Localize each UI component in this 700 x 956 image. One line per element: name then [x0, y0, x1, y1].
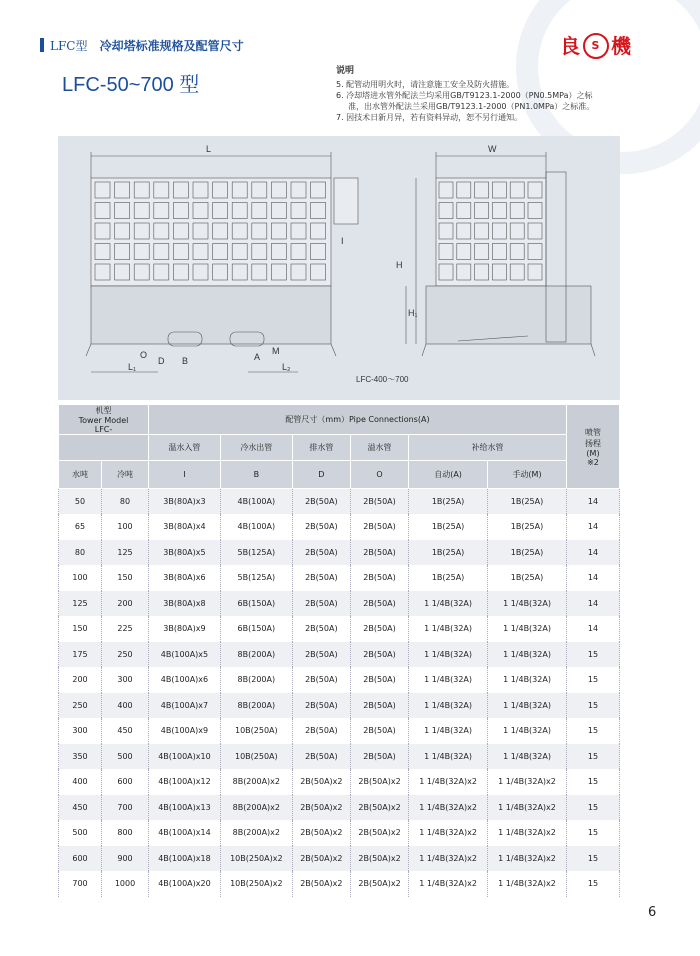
col-header-drain: 排水管: [292, 435, 350, 461]
note-item: 准，出水管外配法兰采用GB/T9123.1-2000（PN1.0MPa）之标准。: [348, 102, 595, 111]
dim-label-D: D: [158, 356, 165, 366]
table-cell: 8B(200A)x2: [220, 820, 292, 846]
table-cell: 800: [102, 820, 149, 846]
table-cell: 2B(50A): [292, 667, 350, 693]
table-cell: 2B(50A)x2: [292, 769, 350, 795]
brand-logo: [560, 30, 632, 61]
table-cell: 10B(250A)x2: [220, 871, 292, 897]
brand-name-right: 機: [611, 34, 632, 58]
col-header-makeup: 补给水管: [409, 435, 567, 461]
table-cell: 100: [59, 565, 102, 591]
table-cell: 1 1/4B(32A)x2: [488, 871, 567, 897]
dim-label-H1: H₁: [408, 308, 418, 318]
table-row: [59, 693, 620, 719]
table-cell: 2B(50A): [350, 565, 408, 591]
table-cell: 2B(50A)x2: [350, 820, 408, 846]
table-cell: 2B(50A): [292, 744, 350, 770]
table-cell: 1 1/4B(32A): [409, 667, 488, 693]
table-cell: 80: [102, 489, 149, 515]
table-cell: 3B(80A)x8: [149, 591, 221, 617]
table-row: [59, 820, 620, 846]
table-cell: 2B(50A)x2: [292, 795, 350, 821]
table-cell: 80: [59, 540, 102, 566]
table-cell: 4B(100A): [220, 514, 292, 540]
table-cell: 1B(25A): [488, 565, 567, 591]
table-cell: 700: [102, 795, 149, 821]
table-cell: 1000: [102, 871, 149, 897]
table-cell: 3B(80A)x6: [149, 565, 221, 591]
table-cell: 1 1/4B(32A): [488, 642, 567, 668]
table-cell: 1 1/4B(32A): [488, 591, 567, 617]
table-cell: 4B(100A)x9: [149, 718, 221, 744]
col-header-cool-tons: 冷吨: [102, 461, 149, 489]
spec-table: [58, 404, 620, 897]
dim-label-W: W: [488, 144, 497, 154]
table-cell: 15: [567, 693, 620, 719]
table-cell: 10B(250A): [220, 718, 292, 744]
table-cell: 4B(100A)x20: [149, 871, 221, 897]
table-cell: 2B(50A): [350, 591, 408, 617]
table-cell: 2B(50A): [292, 693, 350, 719]
table-cell: 1 1/4B(32A)x2: [409, 846, 488, 872]
table-cell: 500: [59, 820, 102, 846]
dim-label-L: L: [206, 144, 212, 154]
table-row: [59, 642, 620, 668]
table-cell: 1B(25A): [409, 514, 488, 540]
table-cell: 1B(25A): [488, 514, 567, 540]
table-cell: 4B(100A)x5: [149, 642, 221, 668]
table-cell: 400: [59, 769, 102, 795]
table-cell: 15: [567, 718, 620, 744]
table-cell: 3B(80A)x4: [149, 514, 221, 540]
table-cell: 1 1/4B(32A): [488, 616, 567, 642]
table-cell: 2B(50A)x2: [292, 871, 350, 897]
table-cell: 8B(200A)x2: [220, 769, 292, 795]
table-cell: 2B(50A): [350, 616, 408, 642]
dim-label-M: M: [272, 346, 280, 356]
table-cell: 300: [59, 718, 102, 744]
table-cell: 14: [567, 514, 620, 540]
table-cell: 100: [102, 514, 149, 540]
section-header: [50, 37, 244, 54]
col-header-water-tons: 水吨: [59, 461, 102, 489]
table-cell: 2B(50A)x2: [350, 871, 408, 897]
table-cell: 2B(50A): [292, 718, 350, 744]
table-cell: 15: [567, 795, 620, 821]
table-cell: 1 1/4B(32A)x2: [488, 820, 567, 846]
table-row: [59, 667, 620, 693]
col-header-code-D: D: [292, 461, 350, 489]
table-cell: 3B(80A)x9: [149, 616, 221, 642]
table-cell: 1 1/4B(32A)x2: [409, 769, 488, 795]
table-cell: 600: [102, 769, 149, 795]
table-cell: 1 1/4B(32A): [488, 667, 567, 693]
table-row: [59, 565, 620, 591]
table-cell: 10B(250A)x2: [220, 846, 292, 872]
table-cell: 1B(25A): [488, 540, 567, 566]
notes-block: [336, 66, 666, 123]
brand-emblem-icon: S: [583, 33, 609, 59]
table-cell: 10B(250A): [220, 744, 292, 770]
table-cell: 1 1/4B(32A): [488, 718, 567, 744]
table-cell: 2B(50A)x2: [350, 769, 408, 795]
table-cell: 8B(200A): [220, 667, 292, 693]
table-cell: 65: [59, 514, 102, 540]
table-cell: 1B(25A): [409, 565, 488, 591]
table-cell: 2B(50A): [292, 489, 350, 515]
header-accent-bar: [40, 38, 44, 52]
table-cell: 4B(100A)x14: [149, 820, 221, 846]
table-cell: 200: [102, 591, 149, 617]
table-cell: 5B(125A): [220, 565, 292, 591]
table-cell: 15: [567, 820, 620, 846]
header-model-type: LFC型: [50, 39, 88, 53]
table-cell: 4B(100A)x18: [149, 846, 221, 872]
table-cell: 1 1/4B(32A)x2: [488, 795, 567, 821]
col-header-model: 机型 Tower Model LFC-: [59, 405, 149, 435]
table-cell: 200: [59, 667, 102, 693]
col-header-inlet: 温水入管: [149, 435, 221, 461]
table-cell: 2B(50A): [350, 718, 408, 744]
table-cell: 4B(100A)x7: [149, 693, 221, 719]
table-cell: 1 1/4B(32A): [488, 744, 567, 770]
col-header-code-B: B: [220, 461, 292, 489]
table-cell: 2B(50A): [292, 591, 350, 617]
dim-label-L2: L₂: [282, 362, 291, 372]
table-cell: 400: [102, 693, 149, 719]
table-row: [59, 718, 620, 744]
table-cell: 250: [102, 642, 149, 668]
col-header-code-O: O: [350, 461, 408, 489]
table-cell: 15: [567, 769, 620, 795]
table-cell: 700: [59, 871, 102, 897]
table-row: [59, 514, 620, 540]
table-cell: 600: [59, 846, 102, 872]
col-header-overflow: 溢水管: [350, 435, 408, 461]
note-item: 7. 因技术日新月异，若有资料异动，恕不另行通知。: [336, 113, 523, 122]
table-cell: 4B(100A)x6: [149, 667, 221, 693]
col-header-pipe-connections: 配管尺寸（mm）Pipe Connections(A): [149, 405, 567, 435]
table-row: [59, 871, 620, 897]
drawing-caption: LFC-400～700: [356, 375, 409, 384]
table-cell: 14: [567, 565, 620, 591]
table-cell: 1 1/4B(32A)x2: [488, 769, 567, 795]
table-cell: 15: [567, 642, 620, 668]
table-cell: 2B(50A)x2: [350, 795, 408, 821]
table-cell: 1 1/4B(32A)x2: [409, 871, 488, 897]
table-row: [59, 489, 620, 515]
table-cell: 250: [59, 693, 102, 719]
table-cell: 2B(50A)x2: [292, 846, 350, 872]
table-cell: 1 1/4B(32A)x2: [409, 795, 488, 821]
table-cell: 350: [59, 744, 102, 770]
table-cell: 2B(50A): [350, 540, 408, 566]
table-cell: 500: [102, 744, 149, 770]
table-cell: 15: [567, 846, 620, 872]
table-cell: 1 1/4B(32A)x2: [488, 846, 567, 872]
table-cell: 2B(50A): [292, 514, 350, 540]
table-cell: 14: [567, 540, 620, 566]
table-cell: 1 1/4B(32A): [488, 693, 567, 719]
table-cell: 1B(25A): [409, 489, 488, 515]
table-row: [59, 846, 620, 872]
table-cell: 225: [102, 616, 149, 642]
note-item: 6. 冷却塔进水管外配法兰均采用GB/T9123.1-2000（PN0.5MPa）之标: [336, 91, 593, 100]
table-cell: 2B(50A): [350, 744, 408, 770]
table-row: [59, 795, 620, 821]
table-cell: 6B(150A): [220, 616, 292, 642]
table-cell: 450: [102, 718, 149, 744]
table-cell: 2B(50A): [292, 565, 350, 591]
table-cell: 2B(50A): [292, 540, 350, 566]
table-cell: 2B(50A): [350, 514, 408, 540]
table-cell: 14: [567, 616, 620, 642]
table-cell: 15: [567, 667, 620, 693]
table-row: [59, 769, 620, 795]
page-title: LFC-50~700 型: [62, 74, 200, 96]
table-cell: 2B(50A): [350, 489, 408, 515]
table-cell: 14: [567, 591, 620, 617]
table-cell: 1 1/4B(32A): [409, 616, 488, 642]
table-cell: 1B(25A): [409, 540, 488, 566]
dim-label-H: H: [396, 260, 403, 270]
tower-dimension-drawing: [58, 136, 620, 400]
table-cell: 8B(200A)x2: [220, 795, 292, 821]
table-cell: 3B(80A)x5: [149, 540, 221, 566]
col-header-auto: 自动(A): [409, 461, 488, 489]
table-cell: 15: [567, 744, 620, 770]
table-cell: 300: [102, 667, 149, 693]
table-cell: 2B(50A)x2: [350, 846, 408, 872]
table-row: [59, 744, 620, 770]
col-header-outlet: 冷水出管: [220, 435, 292, 461]
table-cell: 1 1/4B(32A): [409, 718, 488, 744]
col-header-spray-head: 喷管 扬程 (M) ※2: [567, 405, 620, 489]
col-header-code-I: I: [149, 461, 221, 489]
table-cell: 4B(100A)x10: [149, 744, 221, 770]
table-cell: 6B(150A): [220, 591, 292, 617]
table-cell: 2B(50A): [350, 667, 408, 693]
table-cell: 1 1/4B(32A): [409, 642, 488, 668]
table-cell: 1 1/4B(32A)x2: [409, 820, 488, 846]
table-cell: 50: [59, 489, 102, 515]
table-cell: 175: [59, 642, 102, 668]
dim-label-B: B: [182, 356, 189, 366]
table-cell: 2B(50A): [350, 642, 408, 668]
table-cell: 150: [102, 565, 149, 591]
table-cell: 1B(25A): [488, 489, 567, 515]
table-cell: 1 1/4B(32A): [409, 591, 488, 617]
page-number: 6: [648, 905, 657, 920]
table-cell: 2B(50A): [350, 693, 408, 719]
table-cell: 8B(200A): [220, 642, 292, 668]
table-cell: 4B(100A)x12: [149, 769, 221, 795]
table-cell: 4B(100A): [220, 489, 292, 515]
dim-label-A: A: [254, 352, 261, 362]
brand-name-left: 良: [560, 34, 581, 58]
table-cell: 2B(50A): [292, 642, 350, 668]
table-cell: 125: [59, 591, 102, 617]
table-cell: 125: [102, 540, 149, 566]
table-row: [59, 540, 620, 566]
note-item: 5. 配管动用明火时，请注意施工安全及防火措施。: [336, 80, 515, 89]
table-cell: 900: [102, 846, 149, 872]
notes-title: 说明: [336, 66, 355, 76]
table-cell: 450: [59, 795, 102, 821]
table-cell: 14: [567, 489, 620, 515]
table-row: [59, 616, 620, 642]
table-cell: 150: [59, 616, 102, 642]
table-cell: 3B(80A)x3: [149, 489, 221, 515]
table-cell: 8B(200A): [220, 693, 292, 719]
dim-label-L1: L₁: [128, 362, 137, 372]
table-cell: 15: [567, 871, 620, 897]
table-cell: 1 1/4B(32A): [409, 744, 488, 770]
col-header-manual: 手动(M): [488, 461, 567, 489]
header-section-title: 冷却塔标准规格及配管尺寸: [99, 39, 244, 53]
table-cell: 4B(100A)x13: [149, 795, 221, 821]
dim-label-O: O: [140, 350, 148, 360]
table-row: [59, 591, 620, 617]
table-cell: 5B(125A): [220, 540, 292, 566]
table-cell: 2B(50A): [292, 616, 350, 642]
table-cell: 2B(50A)x2: [292, 820, 350, 846]
dim-label-I: I: [341, 236, 344, 246]
table-cell: 1 1/4B(32A): [409, 693, 488, 719]
